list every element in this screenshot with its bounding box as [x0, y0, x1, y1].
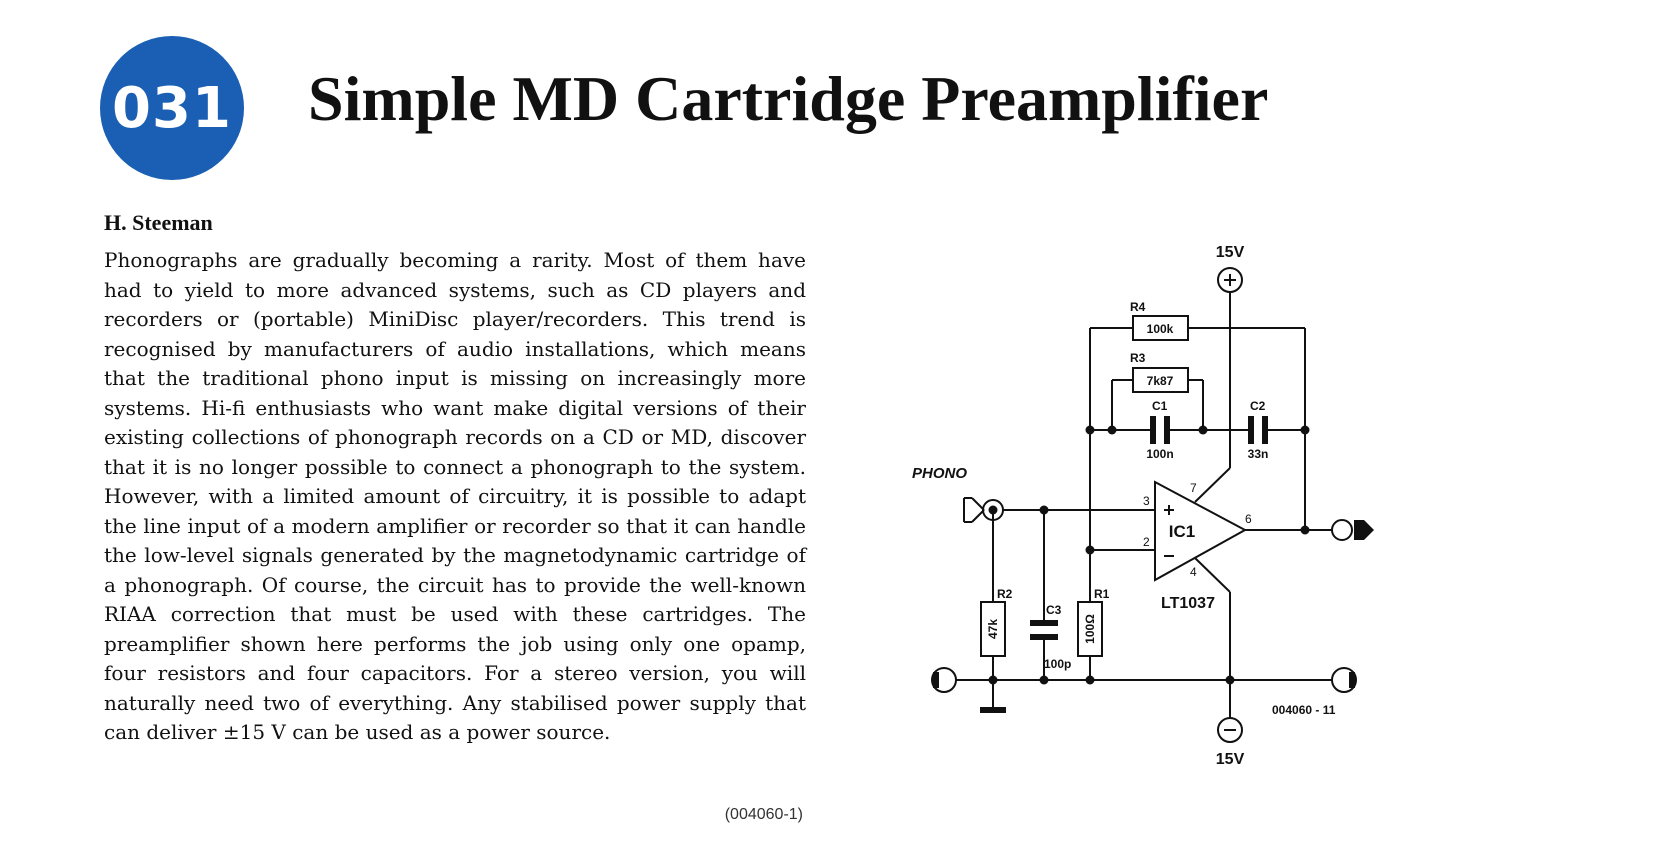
c1-value: 100n — [1146, 447, 1174, 461]
pin-out-number: 6 — [1245, 512, 1252, 526]
article-author: H. Steeman — [104, 210, 213, 235]
r3-value: 7k87 — [1146, 374, 1174, 388]
c3-value: 100p — [1044, 657, 1072, 671]
pin-vpos-number: 7 — [1190, 481, 1197, 495]
pin-minus-number: 2 — [1143, 535, 1150, 549]
c2-value: 33n — [1247, 447, 1269, 461]
article-number: 031 — [112, 75, 232, 141]
negative-supply-label: 15V — [1215, 751, 1245, 768]
article-title: Simple MD Cartridge Preamplifier — [308, 63, 1269, 134]
r4-name: R4 — [1130, 300, 1146, 314]
circuit-schematic — [912, 240, 1460, 780]
positive-supply-label: 15V — [1215, 244, 1245, 261]
c2-name: C2 — [1250, 399, 1266, 413]
r1-value: 100Ω — [1083, 614, 1097, 644]
c3-name: C3 — [1046, 603, 1062, 617]
pin-vneg-number: 4 — [1190, 565, 1197, 579]
phono-input-label: PHONO — [912, 465, 968, 482]
r3-name: R3 — [1130, 351, 1146, 365]
c1-name: C1 — [1152, 399, 1168, 413]
pin-plus-number: 3 — [1143, 494, 1150, 508]
r2-value: 47k — [986, 618, 1000, 640]
output-arrow-icon — [1354, 520, 1374, 540]
ic-name-label: IC1 — [1168, 522, 1196, 541]
r4-value: 100k — [1146, 322, 1174, 336]
ic-type-label: LT1037 — [1161, 595, 1215, 612]
article-body: Phonographs are gradually becoming a rarity. Most of them have had to yield to more advanced systems, such as CD players and recorders or (portable) MiniDisc player/recorders. This trend is recognised by manufacturers of audio installations, which means that the traditional phono input is missing on increasingly more systems. Hi-fi enthusiasts who want make digital versions of their existing collections of phonograph records on a CD or MD, discover that it is no longer possible to connect a phonograph to the system. However, with a limited amount of circuitry, it is possible to adapt the line input of a modern amplifier or recorder so that it can handle the low-level signals generated by the magnetodynamic cartridge of a phonograph. Of course, the circuit has to provide the well-known RIAA correction that must be used with these cartridges. The preamplifier shown here performs the job using only one opamp, four resistors and four capacitors. For a stereo version, you will naturally need two of everything. Any stabilised power supply that can deliver ±15 V can be used as a power source. — [104, 248, 806, 744]
r2-name: R2 — [997, 587, 1013, 601]
article-reference: (004060-1) — [724, 806, 803, 823]
article-number-badge — [100, 36, 244, 180]
r1-name: R1 — [1094, 587, 1110, 601]
figure-code: 004060 - 11 — [1272, 703, 1336, 717]
